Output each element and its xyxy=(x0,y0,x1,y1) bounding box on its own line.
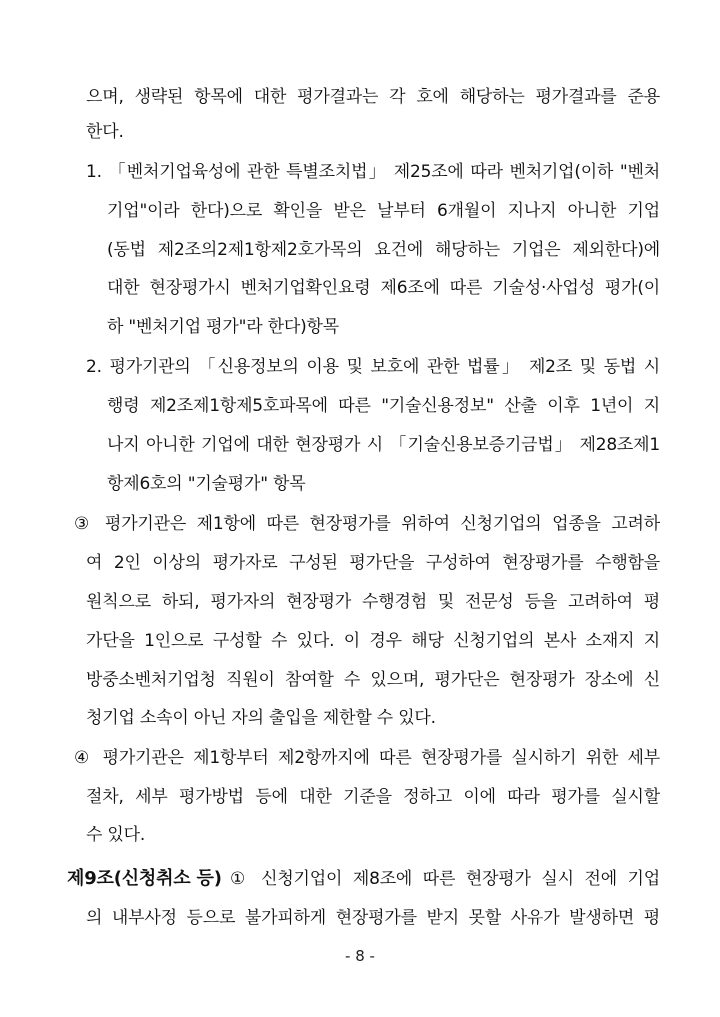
item-1-line-5: 하 "벤처기업 평가"라 한다)항목 xyxy=(107,317,339,337)
item-1-line-4: 대한 현장평가시 벤처기업확인요령 제6조에 따른 기술성·사업성 평가(이 xyxy=(107,278,660,298)
article-9-line-2: 의 내부사정 등으로 불가피하게 현장평가를 받지 못할 사유가 발생하면 평 xyxy=(86,908,660,928)
article-9-heading: 제9조(신청취소 등) xyxy=(67,868,222,889)
item-2-line-2: 행령 제2조제1항제5호파목에 따른 "기술신용정보" 산출 이후 1년이 지 xyxy=(107,396,660,416)
page-number: - 8 - xyxy=(345,947,375,965)
para-4-line-2: 절차, 세부 평가방법 등에 대한 기준을 정하고 이에 따라 평가를 실시할 xyxy=(86,787,660,807)
item-2-line-3: 나지 아니한 기업에 대한 현장평가 시 「기술신용보증기금법」 제28조제1 xyxy=(107,435,660,455)
item-1-line-3: (동법 제2조의2제1항제2호가목의 요건에 해당하는 기업은 제외한다)에 xyxy=(107,240,660,260)
intro-line-1: 으며, 생략된 항목에 대한 평가결과는 각 호에 해당하는 평가결과를 준용 xyxy=(86,87,660,107)
para-3-line-6: 청기업 소속이 아닌 자의 출입을 제한할 수 있다. xyxy=(86,708,436,728)
para-4-line-3: 수 있다. xyxy=(86,825,146,845)
item-1-line-2: 기업"이라 한다)으로 확인을 받은 날부터 6개월이 지나지 아니한 기업 xyxy=(107,201,660,221)
para-4-line-1: ④ 평가기관은 제1항부터 제2항까지에 따른 현장평가를 실시하기 위한 세부 xyxy=(74,748,660,768)
item-2-line-4: 항제6호의 "기술평가" 항목 xyxy=(107,474,306,494)
item-2-line-1: 2. 평가기관의 「신용정보의 이용 및 보호에 관한 법률」 제2조 및 동법 시 xyxy=(86,357,660,377)
para-3-line-5: 방중소벤처기업청 직원이 참여할 수 있으며, 평가단은 현장평가 장소에 신 xyxy=(86,670,660,690)
article-9-line-1: ① 신청기업이 제8조에 따른 현장평가 실시 전에 기업 xyxy=(230,869,660,889)
item-1-line-1: 1. 「벤처기업육성에 관한 특별조치법」 제25조에 따라 벤처기업(이하 "벤처 xyxy=(86,162,660,182)
para-3-line-1: ③ 평가기관은 제1항에 따른 현장평가를 위하여 신청기업의 업종을 고려하 xyxy=(74,514,660,534)
para-3-line-4: 가단을 1인으로 구성할 수 있다. 이 경우 해당 신청기업의 본사 소재지 지 xyxy=(86,631,660,651)
para-3-line-2: 여 2인 이상의 평가자로 구성된 평가단을 구성하여 현장평가를 수행함을 xyxy=(86,553,660,573)
intro-line-2: 한다. xyxy=(86,122,124,142)
para-3-line-3: 원칙으로 하되, 평가자의 현장평가 수행경험 및 전문성 등을 고려하여 평 xyxy=(86,592,660,612)
